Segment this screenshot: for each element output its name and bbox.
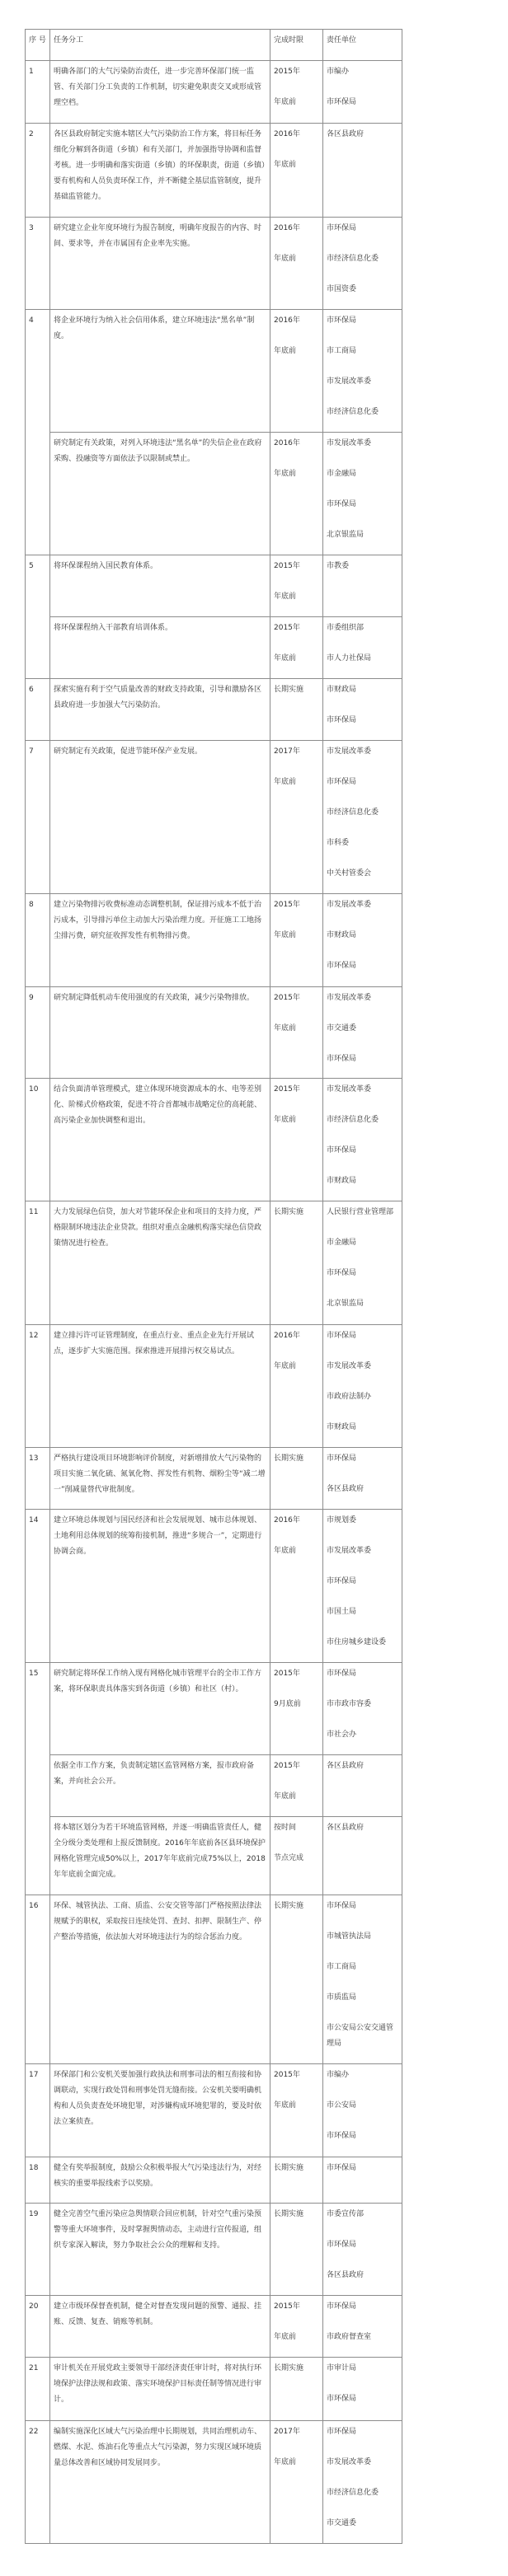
deadline-line: 2016年: [274, 439, 300, 447]
responsible-unit: 市教委: [327, 562, 350, 570]
row-seq: 12: [26, 1325, 50, 1448]
responsible-unit: 市环保局: [327, 716, 357, 724]
row-units: [323, 741, 402, 894]
deadline-line: 年底前: [274, 255, 297, 263]
row-task: 审计机关在开展党政主要领导干部经济责任审计时，将对执行环境保护法律法规和政策、落实环境保护目标责任制等情况进行审计。: [50, 2358, 270, 2421]
row-deadline: [270, 433, 323, 555]
row-seq: 15: [26, 1663, 50, 1895]
row-seq: 14: [26, 1510, 50, 1663]
header-deadline: 完成时限: [270, 30, 323, 61]
deadline-line: 年底前: [274, 470, 297, 478]
row-seq: 3: [26, 218, 50, 310]
responsible-unit: 市发展改革委: [327, 377, 372, 386]
responsible-unit: 北京银监局: [327, 531, 365, 539]
responsible-unit: 市市政市容委: [327, 1700, 372, 1708]
row-units: [323, 1817, 402, 1895]
responsible-unit: 市环保局: [327, 1269, 357, 1277]
responsible-unit: 北京银监局: [327, 1300, 365, 1308]
row-seq: 11: [26, 1201, 50, 1325]
deadline-line: 2015年: [274, 1085, 300, 1094]
responsible-unit: 市环保局: [327, 1670, 357, 1678]
responsible-unit: 各区县政府: [327, 130, 365, 138]
responsible-unit: 市人力社保局: [327, 654, 372, 663]
responsible-unit: 市发展改革委: [327, 1085, 372, 1094]
responsible-unit: 各区县政府: [327, 1824, 365, 1832]
responsible-unit: 市经济信息化委: [327, 2489, 379, 2497]
responsible-unit: 市委组织部: [327, 624, 365, 632]
responsible-unit: 市环保局: [327, 2241, 357, 2249]
row-units: [323, 1895, 402, 2064]
responsible-unit: 市科委: [327, 839, 350, 847]
deadline-line: 2015年: [274, 901, 300, 909]
row-task: 将环保课程纳入干部教育培训体系。: [50, 617, 270, 679]
table-row: [26, 1895, 402, 2064]
deadline-line: 年底前: [274, 1024, 297, 1033]
row-task: 研究制定将环保工作纳入现有网格化城市管理平台的全市工作方案，将环保职责具体落实到各街道（乡镇）和社区（村）。: [50, 1663, 270, 1755]
table-row: [26, 1663, 402, 1755]
responsible-unit: 市交通委: [327, 2519, 357, 2527]
row-seq: 4: [26, 310, 50, 555]
deadline-line: 年底前: [274, 1116, 297, 1124]
responsible-unit: 各区县政府: [327, 1762, 365, 1770]
row-seq: 20: [26, 2296, 50, 2358]
row-units: [323, 1325, 402, 1448]
header-task: 任务分工: [50, 30, 270, 61]
row-task: 依据全市工作方案，负责制定辖区监管网格方案，报市政府备案，并向社会公开。: [50, 1755, 270, 1817]
row-deadline: [270, 1663, 323, 1755]
table-row: [26, 433, 402, 555]
table-row: [26, 2157, 402, 2204]
row-units: [323, 2358, 402, 2421]
responsible-unit: 市工商局: [327, 1963, 357, 1971]
responsible-unit: 市环保局: [327, 778, 357, 786]
responsible-unit: 市环保局: [327, 1332, 357, 1340]
table-row: [26, 61, 402, 124]
table-row: [26, 1448, 402, 1510]
row-units: [323, 1510, 402, 1663]
deadline-line: 2015年: [274, 68, 300, 76]
row-deadline: [270, 218, 323, 310]
row-units: [323, 1201, 402, 1325]
row-task: 将企业环境行为纳入社会信用体系，建立环境违法“黑名单”制度。: [50, 310, 270, 433]
deadline-line: 2016年: [274, 1332, 300, 1340]
row-task: 研究制定有关政策，对列入环境违法“黑名单”的失信企业在政府采购、投融资等方面依法予以限制或禁止。: [50, 433, 270, 555]
table-row: [26, 124, 402, 218]
table-row: [26, 310, 402, 433]
table-row: [26, 218, 402, 310]
row-deadline: [270, 617, 323, 679]
row-units: [323, 1448, 402, 1510]
row-deadline: [270, 1079, 323, 1201]
deadline-line: 2015年: [274, 562, 300, 570]
row-seq: 13: [26, 1448, 50, 1510]
responsible-unit: 市环保局: [327, 2132, 357, 2140]
responsible-unit: 市环保局: [327, 2302, 357, 2311]
table-header-row: [26, 30, 402, 61]
row-deadline: [270, 61, 323, 124]
table-row: [26, 1510, 402, 1663]
responsible-unit: 市环保局: [327, 224, 357, 232]
row-task: 建立污染物排污收费标准动态调整机制，保证排污成本不低于治污成本，引导排污单位主动加大污染治理力度。开征施工工地扬尘排污费，研究征收挥发性有机物排污费。: [50, 894, 270, 987]
deadline-line: 按时间: [274, 1824, 297, 1832]
row-task: 严格执行建设项目环境影响评价制度，对新增排放大气污染物的项目实施二氧化硫、氮氧化物、挥发性有机物、烟粉尘等“减二增一”削减量替代审批制度。: [50, 1448, 270, 1510]
row-units: [323, 433, 402, 555]
row-deadline: [270, 1817, 323, 1895]
deadline-line: 2015年: [274, 2302, 300, 2311]
row-task: 研究制定降低机动车使用强度的有关政策，减少污染物排放。: [50, 987, 270, 1079]
header-units: 责任单位: [323, 30, 402, 61]
responsible-unit: 市环保局: [327, 1146, 357, 1155]
row-seq: 2: [26, 124, 50, 218]
deadline-line: 2015年: [274, 994, 300, 1002]
row-task: 建立排污许可证管理制度，在重点行业、重点企业先行开展试点，逐步扩大实施范围。探索推进开展排污权交易试点。: [50, 1325, 270, 1448]
deadline-line: 长期实施: [274, 2210, 304, 2218]
deadline-line: 年底前: [274, 1792, 297, 1801]
table-row: [26, 1755, 402, 1817]
table-row: [26, 1325, 402, 1448]
row-units: [323, 2157, 402, 2204]
row-task: 大力发展绿色信贷，加大对节能环保企业和项目的支持力度，严格限制环境违法企业贷款。组织对重点金融机构落实绿色信贷政策情况进行检查。: [50, 1201, 270, 1325]
responsible-unit: 市国土局: [327, 1608, 357, 1616]
row-deadline: [270, 2204, 323, 2296]
row-task: 建立环境总体规划与国民经济和社会发展规划、城市总体规划、土地利用总体规划的统筹衔接机制，推进“多规合一”，定期进行协调会商。: [50, 1510, 270, 1663]
row-task: 明确各部门的大气污染防治责任，进一步完善环保部门统一监管、有关部门分工负责的工作机制，切实避免职责交叉或形成管理空档。: [50, 61, 270, 124]
responsible-unit: 市国资委: [327, 285, 357, 293]
responsible-unit: 市环保局: [327, 2164, 357, 2172]
responsible-unit: 人民银行营业管理部: [327, 1208, 394, 1216]
row-deadline: [270, 555, 323, 617]
responsible-unit: 市财政局: [327, 686, 357, 694]
table-row: [26, 555, 402, 617]
row-units: [323, 1663, 402, 1755]
table-row: [26, 2204, 402, 2296]
row-task: 环保、城管执法、工商、质监、公安交管等部门严格按照法律法规赋予的职权，采取按日连续处罚、查封、扣押、限制生产、停产整治等措施，依法加大对环境违法行为的综合惩治力度。: [50, 1895, 270, 2064]
row-seq: 18: [26, 2157, 50, 2204]
deadline-line: 年底前: [274, 1362, 297, 1370]
row-seq: 1: [26, 61, 50, 124]
responsible-unit: 市发展改革委: [327, 747, 372, 756]
row-deadline: [270, 1325, 323, 1448]
deadline-line: 2016年: [274, 1516, 300, 1525]
responsible-unit: 市财政局: [327, 1423, 357, 1431]
deadline-line: 年底前: [274, 2101, 297, 2110]
row-task: 研究建立企业年度环境行为报告制度，明确年度报告的内容、时间、要求等，并在市属国有企业率先实施。: [50, 218, 270, 310]
row-task: 健全完善空气重污染应急舆情联合回应机制，针对空气重污染预警等重大环境事件，及时掌握舆情动态，主动进行宣传报道，组织专家深入解读，努力争取社会公众的理解和支持。: [50, 2204, 270, 2296]
responsible-unit: 市编办: [327, 68, 350, 76]
row-units: [323, 1079, 402, 1201]
table-row: [26, 741, 402, 894]
deadline-line: 2017年: [274, 747, 300, 756]
responsible-unit: 市财政局: [327, 931, 357, 939]
responsible-unit: 市发展改革委: [327, 1362, 372, 1370]
row-units: [323, 218, 402, 310]
header-seq: 序 号: [26, 30, 50, 61]
row-deadline: [270, 1895, 323, 2064]
row-deadline: [270, 2421, 323, 2544]
responsible-unit: 市公安局: [327, 2101, 357, 2110]
table-row: [26, 1201, 402, 1325]
row-units: [323, 555, 402, 617]
table-row: [26, 987, 402, 1079]
deadline-line: 年底前: [274, 592, 297, 601]
responsible-unit: 市金融局: [327, 1239, 357, 1247]
deadline-line: 节点完成: [274, 1854, 304, 1862]
row-task: 环保部门和公安机关要加强行政执法和刑事司法的相互衔接和协调联动，实现行政处罚和刑事处罚无缝衔接。公安机关要明确机构和人员负责查处环境犯罪，对涉嫌构成环境犯罪的，要及时依法立案侦查。: [50, 2064, 270, 2157]
row-seq: 9: [26, 987, 50, 1079]
row-units: [323, 679, 402, 741]
row-units: [323, 2204, 402, 2296]
responsible-unit: 市环保局: [327, 1577, 357, 1585]
row-seq: 17: [26, 2064, 50, 2157]
row-seq: 21: [26, 2358, 50, 2421]
responsible-unit: 市发展改革委: [327, 1547, 372, 1555]
row-units: [323, 894, 402, 987]
deadline-line: 长期实施: [274, 1208, 304, 1216]
deadline-line: 2015年: [274, 1670, 300, 1678]
responsible-unit: 市审计局: [327, 2364, 357, 2372]
responsible-unit: 市环保局: [327, 1454, 357, 1463]
row-deadline: [270, 1510, 323, 1663]
row-task: 将环保课程纳入国民教育体系。: [50, 555, 270, 617]
row-deadline: [270, 2157, 323, 2204]
responsible-unit: 市规划委: [327, 1516, 357, 1525]
deadline-line: 2016年: [274, 316, 300, 325]
row-task: 建立市级环保督查机制，健全对督查发现问题的预警、通报、挂账、反馈、复查、销账等机制。: [50, 2296, 270, 2358]
row-seq: 16: [26, 1895, 50, 2064]
deadline-line: 9月底前: [274, 1700, 301, 1708]
deadline-line: 年底前: [274, 2333, 297, 2341]
deadline-line: 年底前: [274, 654, 297, 663]
responsible-unit: 市交通委: [327, 1024, 357, 1033]
deadline-line: 2015年: [274, 1762, 300, 1770]
row-seq: 10: [26, 1079, 50, 1201]
row-seq: 5: [26, 555, 50, 679]
table-row: [26, 1079, 402, 1201]
deadline-line: 年底前: [274, 931, 297, 939]
row-deadline: [270, 310, 323, 433]
deadline-line: 年底前: [274, 347, 297, 355]
table-row: [26, 617, 402, 679]
responsible-unit: 市政府法制办: [327, 1393, 372, 1401]
responsible-unit: 市经济信息化委: [327, 408, 379, 416]
responsible-unit: 市环保局: [327, 316, 357, 325]
deadline-line: 长期实施: [274, 1454, 304, 1463]
deadline-line: 年底前: [274, 161, 297, 169]
row-task: 健全有奖举报制度，鼓励公众积极举报大气污染违法行为，对经核实的重要举报线索予以奖励。: [50, 2157, 270, 2204]
responsible-unit: 市环保局: [327, 2428, 357, 2436]
deadline-line: 2015年: [274, 624, 300, 632]
task-division-table: [25, 29, 402, 2544]
row-task: 研究制定有关政策，促进节能环保产业发展。: [50, 741, 270, 894]
row-deadline: [270, 2064, 323, 2157]
row-units: [323, 1755, 402, 1817]
deadline-line: 年底前: [274, 2458, 297, 2466]
row-seq: 19: [26, 2204, 50, 2296]
row-seq: 6: [26, 679, 50, 741]
row-task: 各区县政府制定实施本辖区大气污染防治工作方案，将目标任务细化分解到各街道（乡镇）和有关部门，并加强指导协调和监督考核。进一步明确和落实街道（乡镇）的环保职责，街道（乡镇）要有机构和人员负责环保工作，并不断健全基层监管制度，提升基础监管能力。: [50, 124, 270, 218]
responsible-unit: 市城管执法局: [327, 1932, 372, 1941]
table-row: [26, 2421, 402, 2544]
responsible-unit: 市编办: [327, 2071, 350, 2079]
responsible-unit: 市工商局: [327, 347, 357, 355]
row-deadline: [270, 124, 323, 218]
deadline-line: 长期实施: [274, 1902, 304, 1910]
row-units: [323, 310, 402, 433]
responsible-unit: 各区县政府: [327, 1485, 365, 1493]
row-units: [323, 61, 402, 124]
row-units: [323, 124, 402, 218]
row-units: [323, 2064, 402, 2157]
responsible-unit: 市委宣传部: [327, 2210, 365, 2218]
row-task: 探索实施有利于空气质量改善的财政支持政策，引导和激励各区县政府进一步加强大气污染防治。: [50, 679, 270, 741]
responsible-unit: 市环保局: [327, 2395, 357, 2403]
deadline-line: 2016年: [274, 224, 300, 232]
row-deadline: [270, 1755, 323, 1817]
deadline-line: 年底前: [274, 1547, 297, 1555]
row-deadline: [270, 894, 323, 987]
deadline-line: 2016年: [274, 130, 300, 138]
deadline-line: 年底前: [274, 98, 297, 106]
responsible-unit: 市发展改革委: [327, 2458, 372, 2466]
responsible-unit: 市环保局: [327, 500, 357, 508]
responsible-unit: 市质监局: [327, 1993, 357, 2002]
row-deadline: [270, 987, 323, 1079]
row-units: [323, 987, 402, 1079]
responsible-unit: 市金融局: [327, 470, 357, 478]
deadline-line: 长期实施: [274, 686, 304, 694]
row-units: [323, 617, 402, 679]
row-task: 结合负面清单管理模式，建立体现环境资源成本的水、电等差别化、阶梯式价格政策，促进不符合首都城市战略定位的高耗能、高污染企业加快调整和退出。: [50, 1079, 270, 1201]
responsible-unit: 市环保局: [327, 962, 357, 970]
row-seq: 8: [26, 894, 50, 987]
responsible-unit: 市财政局: [327, 1177, 357, 1185]
row-seq: 7: [26, 741, 50, 894]
row-units: [323, 2421, 402, 2544]
deadline-line: 年底前: [274, 778, 297, 786]
responsible-unit: 市发展改革委: [327, 439, 372, 447]
table-row: [26, 894, 402, 987]
responsible-unit: 市环保局: [327, 1902, 357, 1910]
table-row: [26, 2358, 402, 2421]
responsible-unit: 市政府督查室: [327, 2333, 372, 2341]
row-deadline: [270, 741, 323, 894]
deadline-line: 2015年: [274, 2071, 300, 2079]
row-deadline: [270, 1201, 323, 1325]
row-task: 编制实施深化区域大气污染治理中长期规划，共同治理机动车、燃煤、水泥、炼油石化等重点大气污染源，努力实现区域环境质量总体改善和区域协同发展同步。: [50, 2421, 270, 2544]
responsible-unit: 市环保局: [327, 1055, 357, 1063]
responsible-unit: 市经济信息化委: [327, 1116, 379, 1124]
responsible-unit: 市经济信息化委: [327, 255, 379, 263]
row-deadline: [270, 2358, 323, 2421]
table-row: [26, 679, 402, 741]
table-row: [26, 2064, 402, 2157]
responsible-unit: 市环保局: [327, 98, 357, 106]
deadline-line: 2017年: [274, 2428, 300, 2436]
responsible-unit: 市经济信息化委: [327, 808, 379, 817]
table-row: [26, 2296, 402, 2358]
table-row: [26, 1817, 402, 1895]
row-deadline: [270, 2296, 323, 2358]
responsible-unit: 市公安局公安交通管理局: [327, 2024, 394, 2048]
deadline-line: 长期实施: [274, 2164, 304, 2172]
row-units: [323, 2296, 402, 2358]
deadline-line: 长期实施: [274, 2364, 304, 2372]
responsible-unit: 各区县政府: [327, 2271, 365, 2279]
responsible-unit: 中关村管委会: [327, 869, 372, 878]
responsible-unit: 市发展改革委: [327, 994, 372, 1002]
responsible-unit: 市住房城乡建设委: [327, 1638, 387, 1646]
responsible-unit: 市发展改革委: [327, 901, 372, 909]
responsible-unit: 市社会办: [327, 1731, 357, 1739]
row-deadline: [270, 679, 323, 741]
row-deadline: [270, 1448, 323, 1510]
row-seq: 22: [26, 2421, 50, 2544]
row-task: 将本辖区划分为若干环境监管网格，并逐一明确监管责任人，健全分级分类处理和上报反馈制度。2016年年底前各区县环境保护网格化管理完成50%以上，2017年年底前完成75%以上，2018年年底前全面完成。: [50, 1817, 270, 1895]
